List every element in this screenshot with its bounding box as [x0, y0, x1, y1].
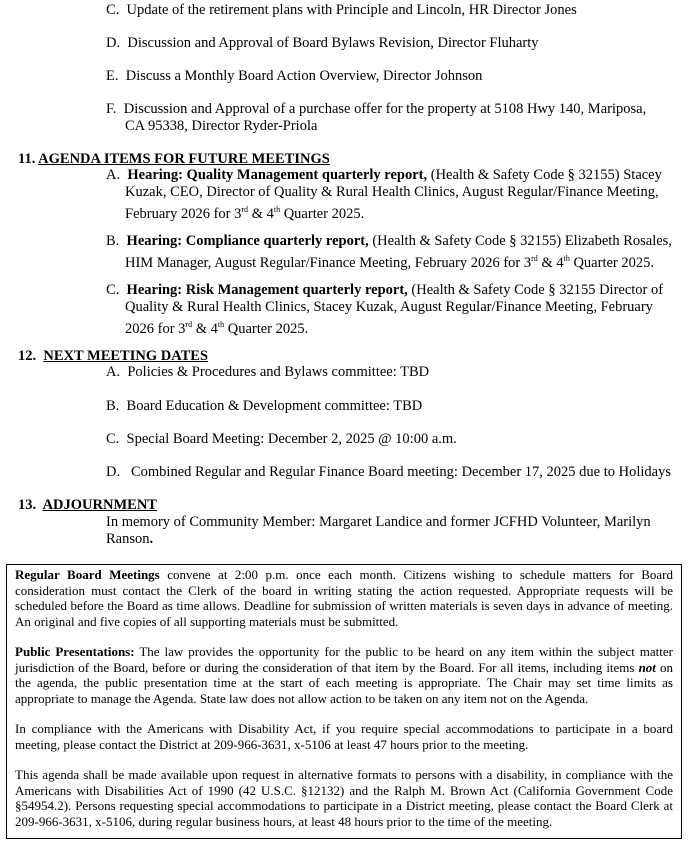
item-letter: F. — [106, 101, 117, 117]
meeting-item-b: B. Board Education & Development committee: TBD — [106, 398, 423, 414]
section-13-heading: 13. ADJOURNMENT — [18, 497, 157, 513]
hearing-title: Hearing: Compliance quarterly report, — [126, 233, 369, 249]
item-letter: C. — [106, 2, 120, 18]
item-letter: D. — [106, 35, 121, 51]
notice-regular-meetings: Regular Board Meetings convene at 2:00 p.m. once each month. Citizens wishing to schedule matters for Board consideration must contact the Clerk of the board in writing stating the action requested. Appropriate requests will be scheduled before the Board as time allows. Deadline for submission of written materials is seven days in advance of meeting. An original and five copies of all supporting materials must be submitted. — [15, 567, 673, 629]
meeting-item-d: D. Combined Regular and Regular Finance Board meeting: December 17, 2025 due to Holidays — [106, 464, 671, 480]
section-title: AGENDA ITEMS FOR FUTURE MEETINGS — [38, 151, 330, 167]
section-title: NEXT MEETING DATES — [43, 348, 209, 364]
item-text: Update of the retirement plans with Principle and Lincoln, HR Director Jones — [126, 2, 577, 18]
agenda-item-d — [106, 35, 680, 52]
agenda-item-f — [106, 101, 666, 135]
item-letter: E. — [106, 68, 119, 84]
adjournment-text: In memory of Community Member: Margaret Landice and former JCFHD Volunteer, Marilyn Ranson. — [106, 514, 651, 547]
notice-public-presentations: Public Presentations: The law provides the opportunity for the public to be heard on any item within the subject matter jurisdiction of the Board, before or during the consideration of that item by the Board. For all items, including items not on the agenda, the public presentation time at the start of each meeting is appropriate. The Chair may set time limits as appropriate to manage the Agenda. State law does not allow action to be taken on any item not on the Agenda. — [15, 644, 674, 706]
agenda-item-c — [106, 2, 680, 19]
hearing-title: Hearing: Quality Management quarterly report, — [127, 167, 428, 183]
item-text: Discussion and Approval of Board Bylaws Revision, Director Fluharty — [127, 35, 539, 51]
public-notice-box — [6, 564, 682, 839]
section-12-heading: 12. NEXT MEETING DATES — [18, 348, 209, 364]
future-item-b: B. Hearing: Compliance quarterly report, (Health & Safety Code § 32155) Elizabeth Rosales, HIM Manager, August Regular/Finance Meeting, February 2026 for 3rd & 4th Quarter 2025. — [106, 233, 672, 271]
meeting-item-c: C. Special Board Meeting: December 2, 2025 @ 10:00 a.m. — [106, 431, 457, 447]
section-11-heading: 11. AGENDA ITEMS FOR FUTURE MEETINGS — [18, 151, 330, 167]
notice-ada: In compliance with the Americans with Disability Act, if you require special accommodations to participate in a board meeting, please contact the District at 209-966-3631, x-5106 at least 47 hours prior to the meeting. — [15, 721, 673, 752]
notice-alternative-formats: This agenda shall be made available upon request in alternative formats to persons with a disability, in compliance with the Americans with Disabilities Act of 1990 (42 U.S.C. §12132) and the Ralph M. Brown Act (California Government Code §54954.2). Persons requesting special accommodations to participate in a District meeting, please contact the Board Clerk at 209-966-3631, x-5106, during regular business hours, at least 48 hours prior to the time of the meeting. — [15, 767, 673, 829]
meeting-item-a: A. Policies & Procedures and Bylaws committee: TBD — [106, 364, 430, 380]
agenda-item-e — [106, 68, 680, 85]
hearing-title: Hearing: Risk Management quarterly report, — [126, 282, 408, 298]
section-title: ADJOURNMENT — [42, 497, 157, 513]
future-item-c: C. Hearing: Risk Management quarterly report, (Health & Safety Code § 32155 Director of Quality & Rural Health Clinics, Stacey Kuzak, August Regular/Finance Meeting, February 2026 for 3rd & 4th Quarter 2025. — [106, 282, 664, 337]
future-item-a: A. Hearing: Quality Management quarterly report, (Health & Safety Code § 32155) Stacey Kuzak, CEO, Director of Quality & Rural Health Clinics, August Regular/Finance Meeting, February 2026 for 3rd & 4th Quarter 2025. — [106, 167, 662, 222]
item-text: Discussion and Approval of a purchase offer for the property at 5108 Hwy 140, Mariposa, CA 95338, Director Ryder-Priola — [123, 101, 647, 134]
item-text: Discuss a Monthly Board Action Overview, Director Johnson — [125, 68, 483, 84]
